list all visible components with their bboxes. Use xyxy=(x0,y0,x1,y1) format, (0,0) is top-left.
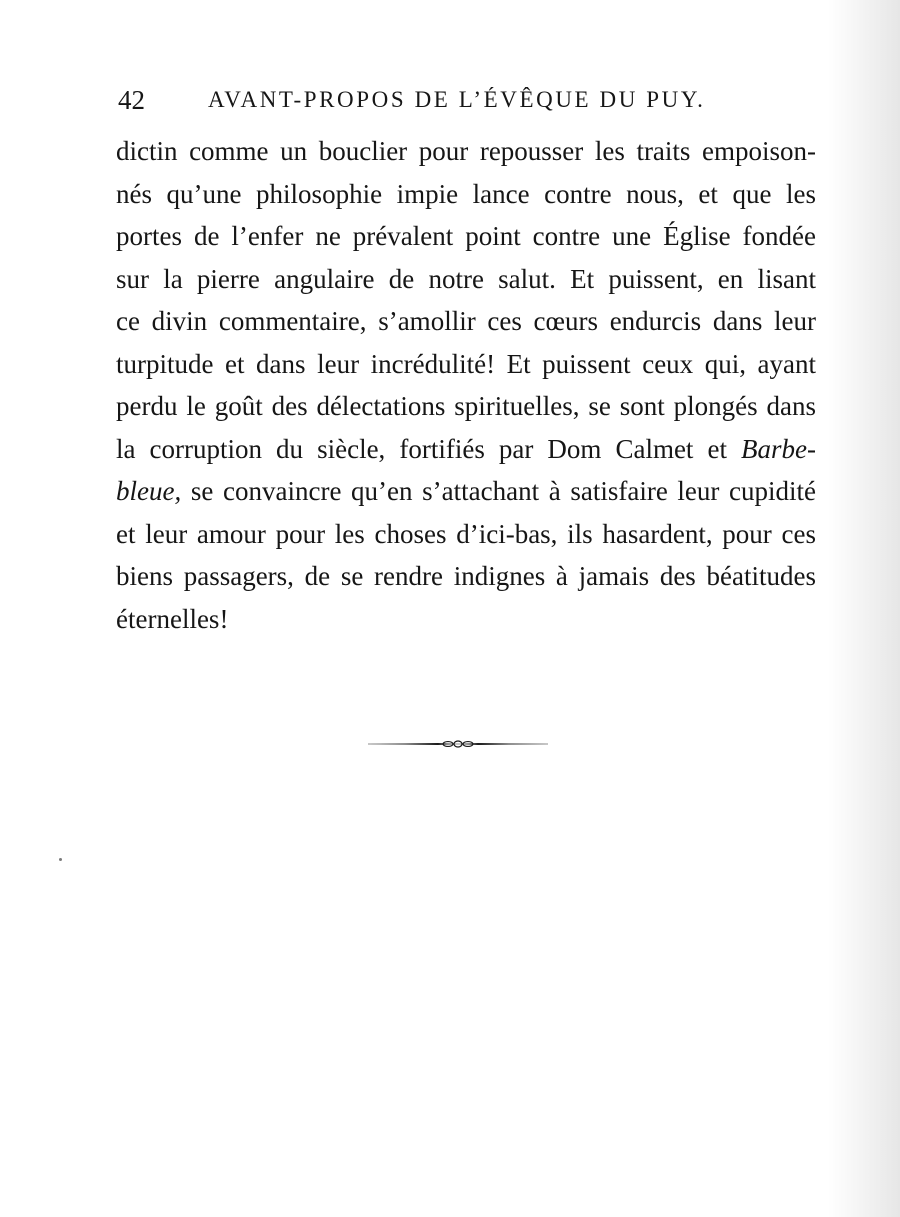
italic-name-segment: bleue, xyxy=(116,476,182,506)
text-line: portes de l’enfer ne prévalent point contre une Église fondée xyxy=(116,221,816,251)
italic-name-segment: Barbe- xyxy=(741,433,817,464)
text-line: turpitude et dans leur incrédulité! Et puissent ceux qui, ayant xyxy=(116,348,816,379)
body-paragraph xyxy=(116,130,816,640)
running-head xyxy=(118,82,838,118)
text-segment: la corruption du siècle, fortifiés par Dom Calmet et xyxy=(116,433,727,464)
text-line-with-italic xyxy=(116,470,816,513)
text-line: dictin comme un bouclier pour repousser les traits empoison- xyxy=(116,136,816,166)
text-line: nés qu’une philosophie impie lance contre nous, et que les xyxy=(116,178,816,209)
text-segment: se convaincre qu’en s’attachant à satisfaire leur cupidité xyxy=(190,476,817,506)
text-line: et leur amour pour les choses d’ici-bas, ils hasardent, pour ces xyxy=(116,518,816,549)
running-title: AVANT-PROPOS DE L’ÉVÊQUE DU PUY. xyxy=(208,87,706,112)
paper-speck xyxy=(59,858,62,861)
page-number: 42 xyxy=(118,85,145,115)
tail-ornament-icon xyxy=(368,735,548,753)
text-line: perdu le goût des délectations spirituelles, se sont plongés dans xyxy=(116,391,816,421)
text-line-with-italic xyxy=(116,428,816,471)
text-line: sur la pierre angulaire de notre salut. Et puissent, en lisant xyxy=(116,263,816,294)
text-line-last: éternelles! xyxy=(116,603,229,634)
text-line: biens passagers, de se rendre indignes à jamais des béatitudes xyxy=(116,561,816,591)
text-line: ce divin commentaire, s’amollir ces cœurs endurcis dans leur xyxy=(116,306,816,336)
